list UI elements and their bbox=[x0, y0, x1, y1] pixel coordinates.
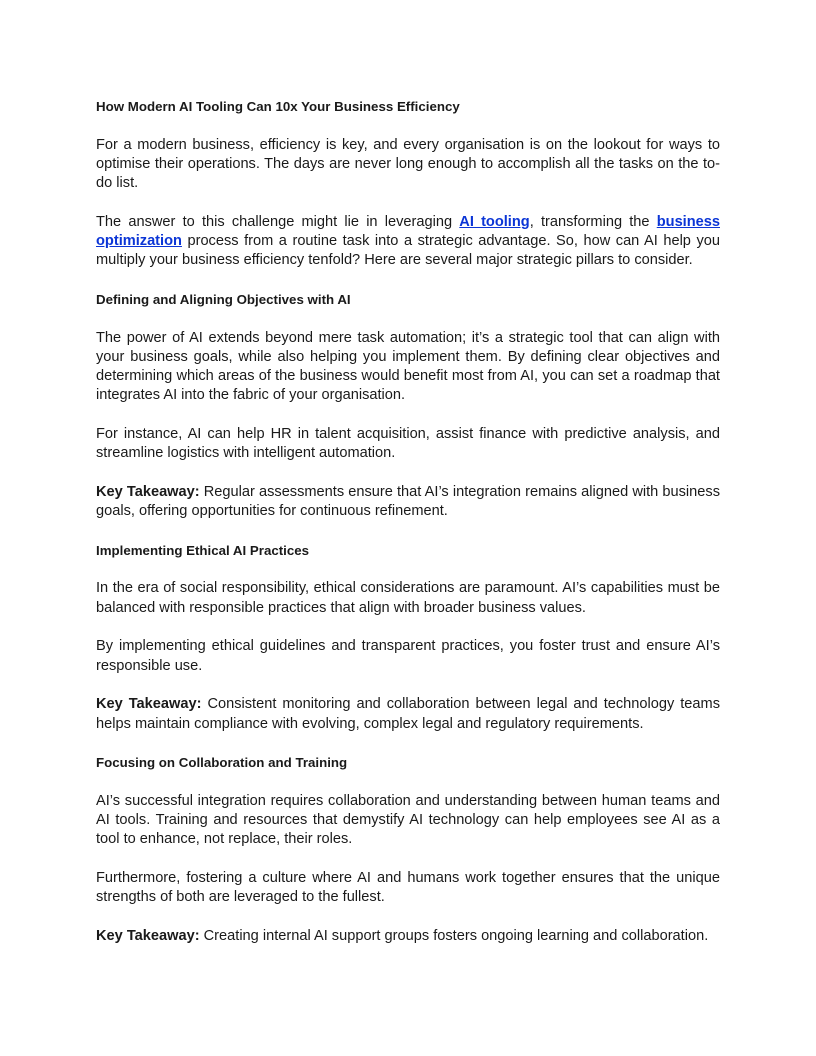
intro-text-1: The answer to this challenge might lie in leveraging bbox=[96, 213, 460, 230]
intro-paragraph-2 bbox=[96, 213, 720, 271]
document-title: How Modern AI Tooling Can 10x Your Business Efficiency bbox=[96, 99, 460, 114]
section-heading: Focusing on Collaboration and Training bbox=[96, 755, 348, 771]
key-takeaway bbox=[96, 483, 720, 522]
intro-text-3: process from a routine task into a strategic advantage. So, how can AI help you multiply your business efficiency tenfold? Here are several major strategic pillars to consider. bbox=[96, 233, 720, 269]
key-takeaway-text: Creating internal AI support groups fosters ongoing learning and collaboration. bbox=[199, 927, 709, 944]
intro-paragraph-1: For a modern business, efficiency is key, and every organisation is on the lookout for ways to optimise their operations. The days are never long enough to accomplish all the tasks on the to-do list. bbox=[96, 136, 720, 192]
section-paragraph: AI’s successful integration requires collaboration and understanding between human teams and AI tools. Training and resources that demystify AI technology can help employees see AI as a tool to enhance, not replace, their roles. bbox=[96, 792, 720, 848]
key-takeaway-text: Regular assessments ensure that AI’s integration remains aligned with business goals, offering opportunities for continuous refinement. bbox=[96, 483, 720, 520]
section-paragraph: In the era of social responsibility, ethical considerations are paramount. AI’s capabilities must be balanced with responsible practices that align with broader business values. bbox=[96, 580, 720, 616]
section-heading: Defining and Aligning Objectives with AI bbox=[96, 291, 351, 307]
key-takeaway-label: Key Takeaway: bbox=[96, 927, 200, 944]
intro-text-2: , transforming the bbox=[529, 213, 657, 230]
key-takeaway bbox=[96, 695, 720, 734]
section-paragraph: For instance, AI can help HR in talent acquisition, assist finance with predictive analysis, and streamline logistics with intelligent automation. bbox=[96, 426, 720, 462]
key-takeaway-text: Consistent monitoring and collaboration between legal and technology teams helps maintain compliance with evolving, complex legal and regulatory requirements. bbox=[96, 696, 720, 732]
ai-tooling-link[interactable]: AI tooling bbox=[459, 213, 530, 230]
section-heading: Implementing Ethical AI Practices bbox=[96, 542, 310, 558]
section-paragraph: The power of AI extends beyond mere task automation; it’s a strategic tool that can align with your business goals, while also helping you implement them. By defining clear objectives and determining which areas of the business would benefit most from AI, you can set a roadmap that integrates AI into the fabric of your organisation. bbox=[96, 329, 720, 404]
key-takeaway-label: Key Takeaway: bbox=[96, 696, 202, 713]
key-takeaway-label: Key Takeaway: bbox=[96, 483, 200, 500]
section-paragraph: Furthermore, fostering a culture where AI and humans work together ensures that the unique strengths of both are leveraged to the fullest. bbox=[96, 869, 720, 906]
key-takeaway bbox=[96, 927, 720, 946]
business-optimization-link[interactable]: business optimization bbox=[96, 213, 720, 250]
section-paragraph: By implementing ethical guidelines and transparent practices, you foster trust and ensure AI’s responsible use. bbox=[96, 638, 720, 674]
